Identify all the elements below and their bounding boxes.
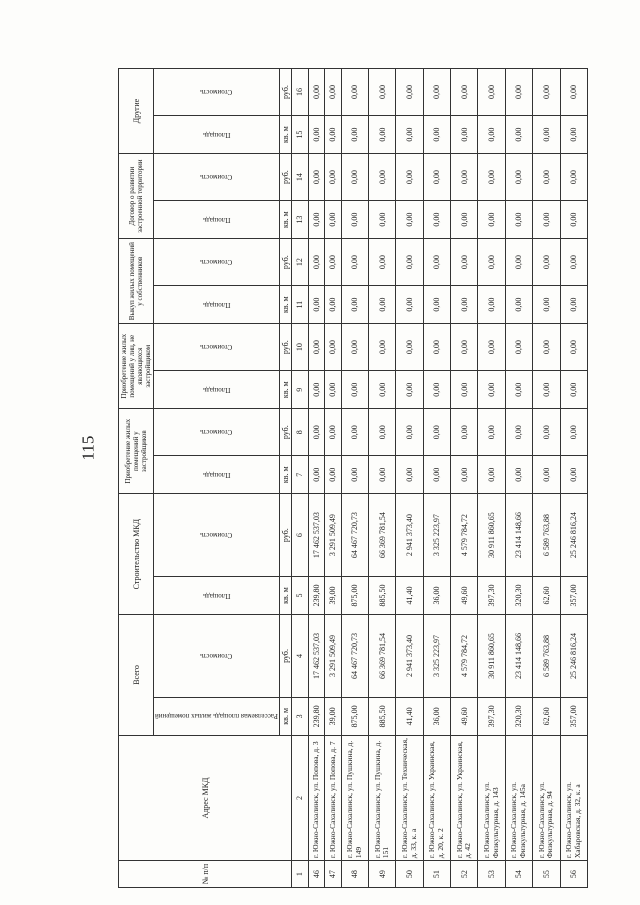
row-value: 0,00: [368, 154, 395, 201]
row-value: 36,00: [423, 697, 450, 735]
row-address: г. Южно-Сахалинск, ул. Физкультурная, д. 145а: [505, 735, 532, 860]
unit-m2: кв. м: [280, 371, 292, 409]
subcol-area: Площадь: [154, 456, 280, 494]
row-value: 0,00: [341, 324, 368, 371]
subcol-cost: Стоимость: [154, 494, 280, 577]
table-row: [505, 69, 532, 888]
row-value: 0,00: [505, 239, 532, 286]
row-value: 4 579 784,72: [451, 615, 478, 698]
row-value: 320,30: [505, 697, 532, 735]
row-value: 0,00: [308, 69, 324, 116]
unit-m2: кв. м: [280, 456, 292, 494]
group-other: Другие: [119, 69, 154, 154]
row-value: 0,00: [533, 324, 560, 371]
row-value: 3 325 223,97: [423, 615, 450, 698]
row-value: 0,00: [533, 239, 560, 286]
unit-rub: руб.: [280, 154, 292, 201]
row-value: 2 941 373,40: [396, 494, 423, 577]
row-value: 0,00: [423, 324, 450, 371]
col-address-header: Адрес МКД: [119, 735, 292, 860]
row-address: г. Южно-Сахалинск, ул. Пушкина, д. 151: [368, 735, 395, 860]
row-value: 0,00: [423, 69, 450, 116]
row-value: 0,00: [308, 116, 324, 154]
row-value: 0,00: [341, 409, 368, 456]
row-address: г. Южно-Сахалинск, ул. Техническая, д. 33, к. а: [396, 735, 423, 860]
row-value: 39,00: [325, 577, 341, 615]
row-value: 41,40: [396, 697, 423, 735]
row-value: 0,00: [505, 116, 532, 154]
row-value: 36,00: [423, 577, 450, 615]
row-value: 0,00: [396, 371, 423, 409]
subcol-cost: Стоимость: [154, 615, 280, 698]
subcol-cost: Стоимость: [154, 69, 280, 116]
subcol-area: Площадь: [154, 577, 280, 615]
column-number: 11: [292, 286, 308, 324]
row-value: 0,00: [533, 371, 560, 409]
row-value: 0,00: [451, 69, 478, 116]
row-value: 0,00: [505, 154, 532, 201]
unit-m2: кв. м: [280, 577, 292, 615]
row-value: 0,00: [396, 409, 423, 456]
row-value: 0,00: [560, 69, 588, 116]
column-number: 12: [292, 239, 308, 286]
col-num-header: № п/п: [119, 861, 292, 888]
table-row: [533, 69, 560, 888]
row-value: 0,00: [478, 239, 505, 286]
row-value: 3 325 223,97: [423, 494, 450, 577]
row-value: 0,00: [325, 409, 341, 456]
row-value: 2 941 373,40: [396, 615, 423, 698]
row-value: 0,00: [505, 456, 532, 494]
unit-m2: кв. м: [280, 697, 292, 735]
row-value: 0,00: [325, 116, 341, 154]
row-value: 885,50: [368, 577, 395, 615]
row-value: 62,60: [533, 577, 560, 615]
row-value: 0,00: [533, 286, 560, 324]
row-value: 17 462 537,03: [308, 494, 324, 577]
row-value: 0,00: [560, 201, 588, 239]
row-value: 0,00: [451, 456, 478, 494]
row-address: г. Южно-Сахалинск, ул. Украинская, д. 20, к. 2: [423, 735, 450, 860]
group-dev-contract: Договор о развитии застроенной территории: [119, 154, 154, 239]
row-value: 0,00: [451, 409, 478, 456]
row-value: 39,00: [325, 697, 341, 735]
row-value: 0,00: [505, 409, 532, 456]
row-value: 0,00: [560, 116, 588, 154]
row-value: 0,00: [396, 154, 423, 201]
row-value: 0,00: [341, 154, 368, 201]
row-value: 0,00: [325, 201, 341, 239]
row-value: 0,00: [423, 409, 450, 456]
row-value: 0,00: [478, 456, 505, 494]
row-value: 66 369 781,54: [368, 615, 395, 698]
row-value: 0,00: [533, 456, 560, 494]
row-value: 6 589 763,88: [533, 615, 560, 698]
row-value: 0,00: [341, 239, 368, 286]
row-value: 64 467 720,73: [341, 615, 368, 698]
row-value: 0,00: [478, 409, 505, 456]
table-body: [292, 69, 588, 888]
column-number: 2: [292, 735, 308, 860]
row-value: 239,80: [308, 697, 324, 735]
row-value: 0,00: [423, 239, 450, 286]
unit-rub: руб.: [280, 494, 292, 577]
row-value: 0,00: [478, 154, 505, 201]
row-value: 0,00: [368, 116, 395, 154]
column-number: 15: [292, 116, 308, 154]
row-value: 0,00: [368, 409, 395, 456]
row-number: 53: [478, 861, 505, 888]
row-value: 0,00: [478, 324, 505, 371]
column-number: 5: [292, 577, 308, 615]
row-value: 875,00: [341, 697, 368, 735]
unit-rub: руб.: [280, 239, 292, 286]
subcol-area: Площадь: [154, 371, 280, 409]
column-number: 7: [292, 456, 308, 494]
row-address: г. Южно-Сахалинск, ул. Хабаровская, д. 32, к. а: [560, 735, 588, 860]
row-value: 0,00: [308, 324, 324, 371]
row-value: 0,00: [478, 371, 505, 409]
row-value: 0,00: [505, 371, 532, 409]
row-value: 6 589 763,88: [533, 494, 560, 577]
row-value: 41,40: [396, 577, 423, 615]
row-value: 0,00: [560, 286, 588, 324]
row-value: 0,00: [560, 324, 588, 371]
row-value: 357,00: [560, 577, 588, 615]
row-value: 62,60: [533, 697, 560, 735]
subcol-cost: Стоимость: [154, 239, 280, 286]
unit-rub: руб.: [280, 615, 292, 698]
subcol-area: Площадь: [154, 286, 280, 324]
row-value: 17 462 537,03: [308, 615, 324, 698]
row-value: 0,00: [368, 286, 395, 324]
table-row: [341, 69, 368, 888]
row-value: 0,00: [423, 371, 450, 409]
subcol-area-resettled: Расселяемая площадь жилых помещений: [154, 697, 280, 735]
column-number: 1: [292, 861, 308, 888]
unit-m2: кв. м: [280, 201, 292, 239]
row-value: 30 911 860,65: [478, 494, 505, 577]
table-row: [423, 69, 450, 888]
row-value: 0,00: [341, 456, 368, 494]
subcol-area: Площадь: [154, 116, 280, 154]
row-value: 0,00: [341, 69, 368, 116]
row-value: 320,30: [505, 577, 532, 615]
row-value: 239,80: [308, 577, 324, 615]
row-value: 0,00: [325, 69, 341, 116]
table-row: [478, 69, 505, 888]
unit-rub: руб.: [280, 69, 292, 116]
row-value: 0,00: [368, 324, 395, 371]
row-value: 0,00: [325, 324, 341, 371]
row-value: 397,30: [478, 697, 505, 735]
row-value: 0,00: [451, 239, 478, 286]
row-value: 0,00: [341, 371, 368, 409]
row-value: 875,00: [341, 577, 368, 615]
row-value: 0,00: [325, 456, 341, 494]
row-value: 25 246 816,24: [560, 494, 588, 577]
row-value: 397,30: [478, 577, 505, 615]
row-value: 0,00: [396, 324, 423, 371]
row-value: 0,00: [451, 154, 478, 201]
row-address: г. Южно-Сахалинск, ул. Украинская, д. 42: [451, 735, 478, 860]
row-value: 49,60: [451, 697, 478, 735]
row-value: 0,00: [451, 286, 478, 324]
row-value: 357,00: [560, 697, 588, 735]
row-value: 0,00: [325, 239, 341, 286]
table-row: [368, 69, 395, 888]
row-value: 0,00: [505, 201, 532, 239]
page-number: 115: [78, 435, 98, 461]
row-number: 54: [505, 861, 532, 888]
row-number: 52: [451, 861, 478, 888]
row-value: 0,00: [368, 69, 395, 116]
row-address: г. Южно-Сахалинск, ул. Физкультурная, д. 94: [533, 735, 560, 860]
subcol-cost: Стоимость: [154, 324, 280, 371]
group-construction: Строительство МКД: [119, 494, 154, 615]
row-value: 0,00: [533, 201, 560, 239]
row-value: 0,00: [341, 116, 368, 154]
column-numbers-row: [292, 69, 308, 888]
row-value: 3 291 509,49: [325, 494, 341, 577]
row-value: 0,00: [308, 456, 324, 494]
row-value: 0,00: [308, 409, 324, 456]
row-value: 0,00: [325, 371, 341, 409]
column-number: 6: [292, 494, 308, 577]
resettlement-table: [118, 68, 588, 888]
row-address: г. Южно-Сахалинск, ул. Попова, д. 7: [325, 735, 341, 860]
rotated-table-frame: [118, 68, 588, 888]
row-value: 0,00: [368, 371, 395, 409]
row-value: 3 291 509,49: [325, 615, 341, 698]
row-number: 49: [368, 861, 395, 888]
row-value: 0,00: [308, 371, 324, 409]
column-number: 16: [292, 69, 308, 116]
row-value: 49,60: [451, 577, 478, 615]
row-value: 0,00: [341, 286, 368, 324]
row-number: 50: [396, 861, 423, 888]
row-value: 0,00: [560, 239, 588, 286]
row-value: 0,00: [478, 286, 505, 324]
row-address: г. Южно-Сахалинск, ул. Пушкина, д. 149: [341, 735, 368, 860]
header-row-groups: [119, 69, 154, 888]
row-value: 0,00: [451, 201, 478, 239]
row-value: 0,00: [451, 371, 478, 409]
row-value: 0,00: [325, 154, 341, 201]
row-value: 0,00: [368, 239, 395, 286]
row-value: 885,50: [368, 697, 395, 735]
column-number: 3: [292, 697, 308, 735]
row-value: 23 414 148,66: [505, 615, 532, 698]
unit-m2: кв. м: [280, 286, 292, 324]
column-number: 4: [292, 615, 308, 698]
unit-rub: руб.: [280, 409, 292, 456]
row-number: 47: [325, 861, 341, 888]
row-value: 0,00: [423, 116, 450, 154]
row-value: 66 369 781,54: [368, 494, 395, 577]
unit-m2: кв. м: [280, 116, 292, 154]
row-value: 0,00: [396, 116, 423, 154]
table-row: [308, 69, 324, 888]
row-value: 0,00: [560, 371, 588, 409]
row-value: 0,00: [505, 286, 532, 324]
row-address: г. Южно-Сахалинск, ул. Попова, д. 3: [308, 735, 324, 860]
table-row: [325, 69, 341, 888]
row-address: г. Южно-Сахалинск, ул. Физкультурная, д. 143: [478, 735, 505, 860]
row-value: 0,00: [560, 154, 588, 201]
row-number: 56: [560, 861, 588, 888]
row-value: 0,00: [368, 201, 395, 239]
row-value: 0,00: [451, 324, 478, 371]
row-value: 0,00: [560, 456, 588, 494]
group-buyout: Выкуп жилых помещений у собственников: [119, 239, 154, 324]
row-value: 64 467 720,73: [341, 494, 368, 577]
row-value: 0,00: [560, 409, 588, 456]
table-row: [396, 69, 423, 888]
row-value: 23 414 148,66: [505, 494, 532, 577]
subcol-area: Площадь: [154, 201, 280, 239]
table-row: [560, 69, 588, 888]
row-value: 0,00: [478, 116, 505, 154]
row-value: 0,00: [533, 154, 560, 201]
group-acq-non-builders: Приобретение жилых помещений у лиц, не являющихся застройщиком: [119, 324, 154, 409]
group-acq-builders: Приобретение жилых помещений у застройщиков: [119, 409, 154, 494]
group-total: Всего: [119, 615, 154, 736]
row-number: 46: [308, 861, 324, 888]
row-value: 0,00: [423, 286, 450, 324]
row-value: 0,00: [533, 116, 560, 154]
row-value: 0,00: [423, 154, 450, 201]
row-value: 0,00: [308, 154, 324, 201]
row-value: 25 246 816,24: [560, 615, 588, 698]
row-value: 0,00: [478, 69, 505, 116]
subcol-cost: Стоимость: [154, 409, 280, 456]
row-value: 0,00: [423, 456, 450, 494]
row-value: 0,00: [396, 456, 423, 494]
row-value: 0,00: [478, 201, 505, 239]
subcol-cost: Стоимость: [154, 154, 280, 201]
table-container: [118, 68, 588, 888]
row-value: 0,00: [341, 201, 368, 239]
unit-rub: руб.: [280, 324, 292, 371]
column-number: 10: [292, 324, 308, 371]
row-value: 0,00: [396, 201, 423, 239]
column-number: 14: [292, 154, 308, 201]
row-value: 0,00: [308, 239, 324, 286]
table-row: [451, 69, 478, 888]
row-value: 0,00: [451, 116, 478, 154]
row-value: 0,00: [396, 286, 423, 324]
row-value: 0,00: [505, 324, 532, 371]
row-value: 0,00: [533, 409, 560, 456]
row-value: 0,00: [308, 286, 324, 324]
row-value: 30 911 860,65: [478, 615, 505, 698]
column-number: 8: [292, 409, 308, 456]
row-value: 0,00: [368, 456, 395, 494]
row-number: 55: [533, 861, 560, 888]
row-value: 0,00: [505, 69, 532, 116]
row-value: 0,00: [423, 201, 450, 239]
column-number: 9: [292, 371, 308, 409]
row-value: 0,00: [325, 286, 341, 324]
row-value: 0,00: [396, 69, 423, 116]
row-value: 4 579 784,72: [451, 494, 478, 577]
row-number: 51: [423, 861, 450, 888]
row-number: 48: [341, 861, 368, 888]
row-value: 0,00: [308, 201, 324, 239]
column-number: 13: [292, 201, 308, 239]
row-value: 0,00: [533, 69, 560, 116]
row-value: 0,00: [396, 239, 423, 286]
